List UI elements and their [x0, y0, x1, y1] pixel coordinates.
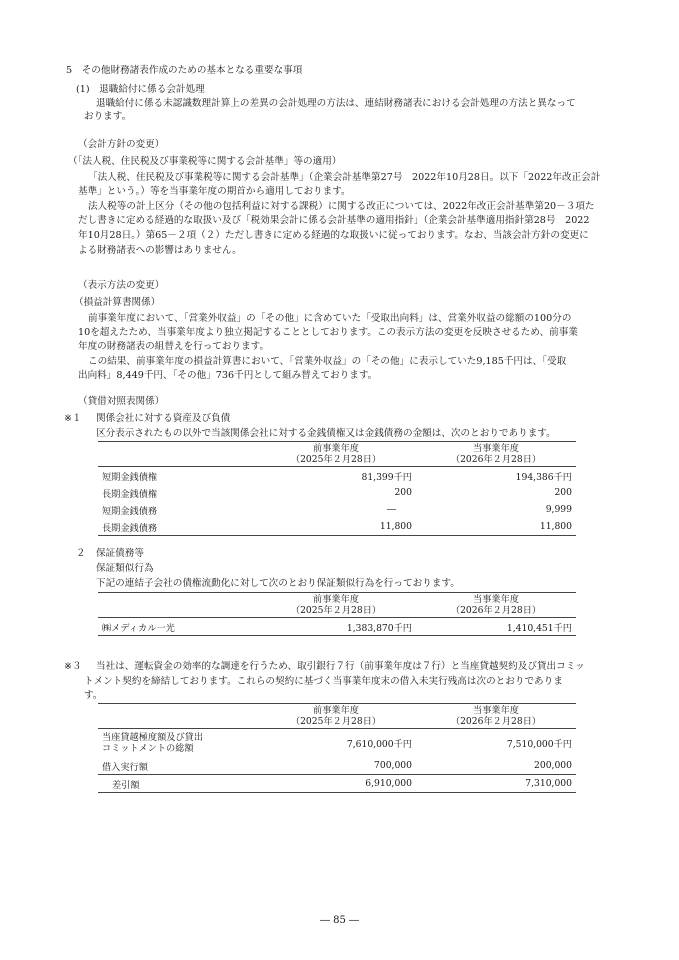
paragraph-line: 法人税等の計上区分（その他の包括利益に対する課税）に関する改正については、2022年改正会計基準第20－３項た	[88, 201, 595, 212]
table-header-row	[98, 442, 576, 467]
row-prev-value: 6,910,000	[256, 775, 416, 793]
note-mark: ※３	[64, 661, 82, 672]
note-description: 区分表示されたもの以外で当該関係会社に対する金銭債権又は金銭債務の金額は、次のとおりであります。	[96, 428, 556, 439]
paragraph-line: トメント契約を締結しております。これらの契約に基づく当事業年度末の借入未実行残高は次のとおりでありま	[84, 676, 563, 687]
row-label: 借入実行額	[102, 761, 148, 773]
row-curr-value: 11,800	[416, 518, 576, 536]
table-row	[98, 729, 576, 758]
table-header-row	[98, 704, 576, 729]
header-blank	[98, 593, 256, 618]
row-label: 当座貸越極度額及び貸出 コミットメントの総額	[102, 732, 204, 754]
row-curr-value: 7,310,000	[416, 775, 576, 793]
paragraph-line: よる財務諸表への影響はありません。	[78, 245, 242, 256]
related-company-table	[98, 441, 576, 536]
header-prev-year: 前事業年度 （2025年２月28日）	[290, 594, 382, 616]
row-label: ㈱メディカル一光	[98, 618, 256, 636]
paragraph-line: 基準」という。）等を当事業年度の期首から適用しております。	[78, 186, 351, 197]
row-curr-value: 194,386千円	[515, 471, 572, 483]
row-curr-value: 200,000	[534, 760, 572, 771]
row-curr-value: 9,999	[545, 504, 572, 515]
credit-line-table	[98, 703, 576, 793]
presentation-change-heading: （表示方法の変更）	[78, 280, 165, 291]
paragraph-line: 当社は、運転資金の効率的な調達を行うため、取引銀行７行（前事業年度は７行）と当座貸越契約及び貸出コミッ	[96, 661, 585, 672]
policy-change-title: （「法人税、住民税及び事業税等に関する会計基準」等の適用）	[68, 156, 342, 167]
subsection-title: (1) 退職給付に係る会計処理	[76, 84, 205, 95]
row-prev-value: 700,000	[374, 760, 412, 771]
note-title: 関係会社に対する資産及び負債	[96, 413, 231, 424]
row-prev-value: 81,399千円	[361, 471, 412, 483]
header-blank	[98, 704, 256, 729]
row-label: 長期金銭債務	[98, 518, 256, 536]
row-curr-value: 200	[554, 487, 572, 498]
guarantee-table	[98, 592, 576, 636]
row-prev-value: 11,800	[256, 518, 416, 536]
row-curr-value: 1,410,451千円	[416, 618, 576, 636]
row-prev-value: ―	[386, 504, 396, 515]
section-heading: 5 その他財務諸表作成のための基本となる重要な事項	[66, 65, 303, 76]
row-curr-value: 7,510,000千円	[506, 739, 572, 750]
table-row	[98, 501, 576, 518]
paragraph-line: す。	[84, 690, 103, 701]
table-row-total	[98, 775, 576, 793]
table-row	[98, 484, 576, 501]
paragraph-line: おります。	[84, 111, 132, 122]
note-description: 下記の連結子会社の債権流動化に対して次のとおり保証類似行為を行っております。	[96, 578, 460, 589]
header-prev-year: 前事業年度 （2025年２月28日）	[290, 443, 382, 465]
policy-change-heading: （会計方針の変更）	[78, 139, 165, 150]
header-blank	[98, 442, 256, 467]
table-row	[98, 518, 576, 536]
paragraph-line: 前事業年度において、「営業外収益」の「その他」に含めていた「受取出向料」は、営業外収益の総額の100分の	[88, 313, 572, 324]
header-curr-year: 当事業年度 （2026年２月28日）	[450, 594, 542, 616]
paragraph-line: だし書きに定める経過的な取扱い及び「税効果会計に係る会計基準の適用指針」（企業会計基準適用指針第28号 2022	[78, 215, 590, 226]
table-row	[98, 757, 576, 775]
paragraph-line: 出向料」8,449千円、「その他」736千円として組み替えております。	[78, 370, 378, 381]
table-header-row	[98, 593, 576, 618]
table-row	[98, 618, 576, 636]
paragraph-line: 退職給付に係る未認識数理計算上の差異の会計処理の方法は、連結財務諸表における会計処理の方法と異なって	[96, 98, 576, 109]
row-label: 長期金銭債権	[102, 488, 158, 500]
paragraph-line: この結果、前事業年度の損益計算書において、「営業外収益」の「その他」に表示していた9,185千円は、「受取	[88, 356, 567, 367]
table-row	[98, 467, 576, 485]
header-curr-year: 当事業年度 （2026年２月28日）	[450, 705, 542, 727]
note-title: 保証債務等	[96, 548, 144, 559]
note-mark: ※１	[64, 413, 82, 424]
paragraph-line: 10を超えたため、当事業年度より独立掲記することとしております。この表示方法の変更を反映させるため、前事業	[78, 327, 578, 338]
row-prev-value: 7,610,000千円	[346, 739, 412, 750]
row-prev-value: 200	[394, 487, 412, 498]
note-mark: ２	[76, 548, 86, 559]
header-prev-year: 前事業年度 （2025年２月28日）	[290, 705, 382, 727]
row-label: 短期金銭債権	[102, 471, 158, 483]
note-subtitle: 保証類似行為	[96, 563, 154, 574]
paragraph-line: 年度の財務諸表の組替えを行っております。	[78, 341, 270, 352]
paragraph-line: 年10月28日。）第65－２項（２）ただし書きに定める経過的な取扱いに従っております。なお、当該会計方針の変更に	[78, 230, 589, 241]
row-label: 短期金銭債務	[102, 505, 158, 517]
row-label: 差引額	[98, 775, 256, 793]
paragraph-line: 「法人税、住民税及び事業税等に関する会計基準」（企業会計基準第27号 2022年10月28日。以下「2022年改正会計	[88, 172, 601, 183]
presentation-change-sub: （損益計算書関係）	[74, 297, 161, 308]
header-curr-year: 当事業年度 （2026年２月28日）	[450, 443, 542, 465]
bs-notes-heading: （貸借対照表関係）	[78, 396, 165, 407]
row-prev-value: 1,383,870千円	[256, 618, 416, 636]
page-number: ― 85 ―	[319, 915, 360, 926]
